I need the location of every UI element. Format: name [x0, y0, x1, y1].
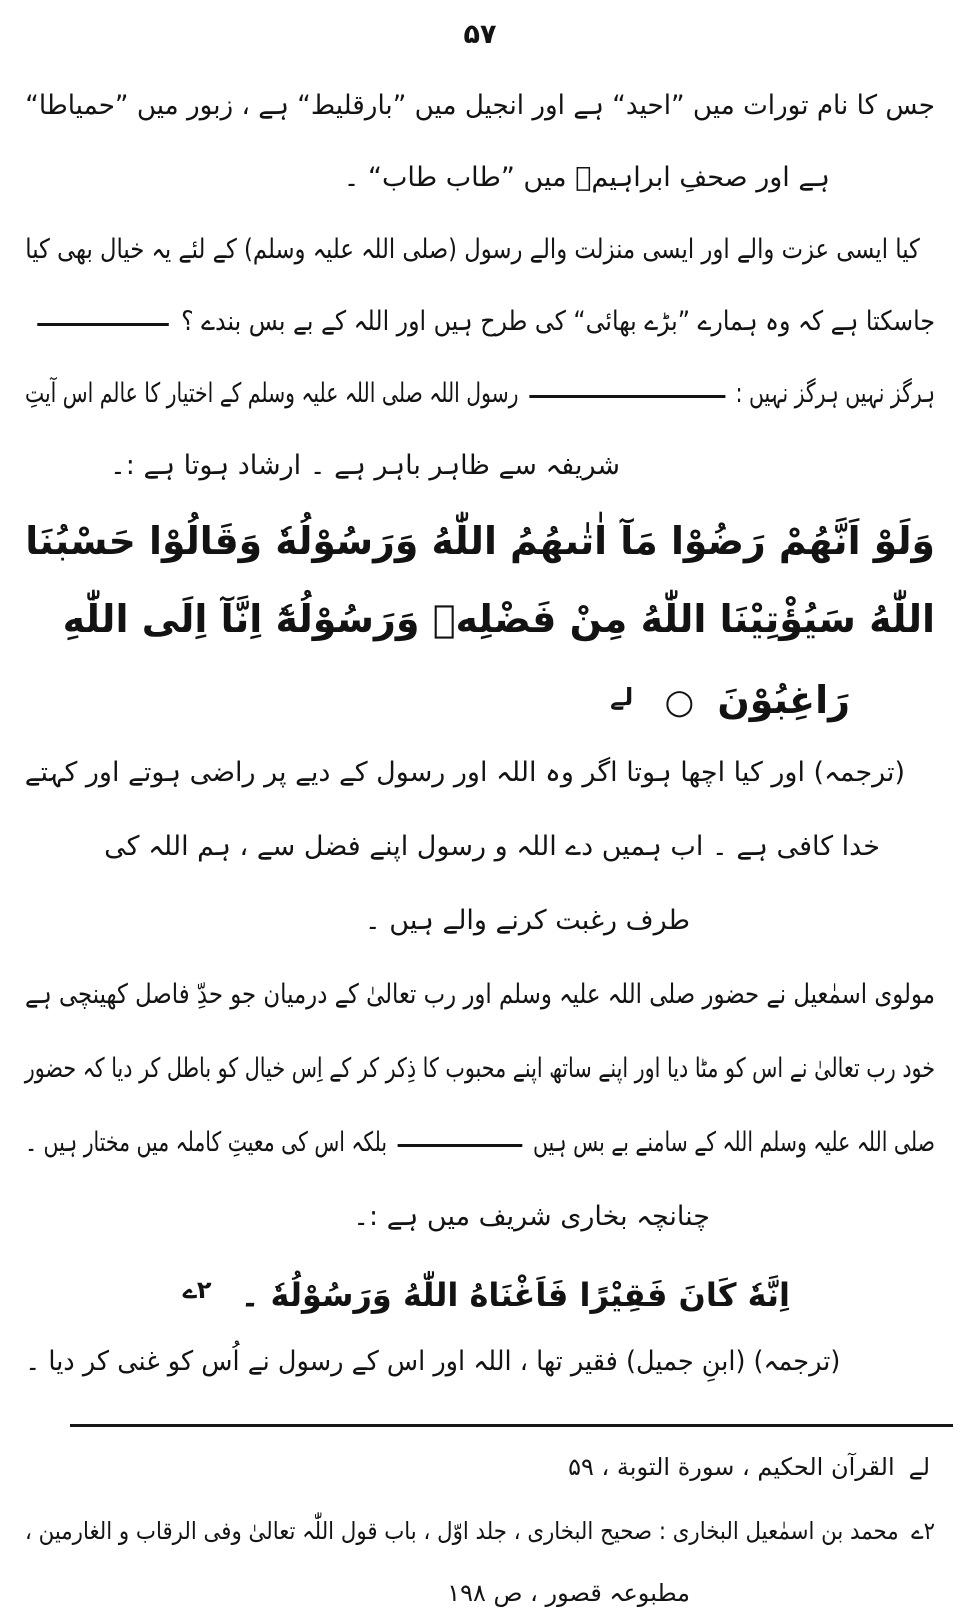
footnote-ref-2: ۲ے: [182, 1276, 212, 1304]
translation2-line1: (ترجمہ) (ابنِ جمیل) فقیر تھا ، اللہ اور اس کے رسول نے اُس کو غنی کر دیا ۔: [25, 1346, 841, 1377]
para2-line1: کیا ایسی عزت والے اور ایسی منزلت والے رسول (صلی اللہ علیہ وسلم) کے لئے یہ خیال بھی کیا: [25, 234, 920, 265]
para2-line4: شریفہ سے ظاہر باہر ہے ۔ ارشاد ہوتا ہے :۔: [109, 450, 620, 481]
footnote-1-text: القرآن الحکیم ، سورة التوبة ، ۵۹: [568, 1453, 895, 1481]
para3-line2: خود رب تعالیٰ نے اس کو مٹا دیا اور اپنے ساتھ اپنے محبوب کا ذِکر کر کے اِس خیال کو باطل کر دیا کہ حضور: [24, 1053, 936, 1084]
footnote-ref-1: لے: [610, 683, 634, 711]
footnote-1: [25, 1435, 935, 1499]
para2-line3-rest: رسول اللہ صلی اللہ علیہ وسلم کے اختیار کا عالم اس آیتِ: [24, 378, 519, 409]
para2-line2: [137, 286, 935, 358]
footnote-2-text: محمد بن اسمٰعیل البخاری : صحیح البخاری ، جلد اوّل ، باب قول اللّٰہ تعالیٰ وفی الرقاب و الغارمین ،: [25, 1517, 899, 1545]
hadith-quote: [25, 1254, 935, 1326]
quran-verse-line1: وَلَوْ اَنَّهُمْ رَضُوْا مَآ اٰتٰىهُمُ اللّٰهُ وَرَسُوْلُهٗ وَقَالُوْا حَسْبُنَا: [25, 519, 936, 563]
footnote-2-marker: ۲ے: [911, 1517, 935, 1545]
blank-dash-rule: [398, 1144, 523, 1147]
para3-line3: [25, 1106, 935, 1180]
footnote-1-marker: لے: [908, 1453, 930, 1481]
quran-verse-line3-text: رَاغِبُوْنَ: [717, 678, 850, 722]
end-of-ayah-icon: ○: [664, 682, 695, 722]
para3-line3-rest: بلکہ اس کی معیتِ کاملہ میں مختار ہیں ۔: [25, 1127, 388, 1158]
para3-line1: مولوی اسمٰعیل نے حضور صلی اللہ علیہ وسلم اور رب تعالیٰ کے درمیان جو حدِّ فاصل کھینچی ہے: [25, 979, 936, 1010]
translation1-line2: خدا کافی ہے ۔ اب ہمیں دے اللہ و رسول اپنے فضل سے ، ہم اللہ کی: [104, 831, 880, 862]
blank-dash-rule: [529, 395, 725, 398]
footnote-2-line2: مطبوعہ قصور ، ص ۱۹۸: [447, 1579, 690, 1607]
quran-verse-line3: [25, 658, 935, 736]
translation1-line1: (ترجمہ) اور کیا اچھا ہوتا اگر وہ اللہ اور رسول کے دیے پر راضی ہوتے اور کہتے: [24, 757, 906, 788]
page-number: ۵۷: [463, 19, 497, 50]
para2-line3: [24, 358, 935, 430]
footnote-rule: [70, 1424, 953, 1427]
para2-line2-text: جاسکتا ہے کہ وہ ہمارے ”بڑے بھائی“ کی طرح ہیں اور اللہ کے بے بس بندے ؟: [181, 306, 936, 337]
para2-line3-lead: ہرگز نہیں ہرگز نہیں :: [735, 378, 935, 409]
footnotes-section: [25, 1435, 935, 1623]
footnote-2-line1: [25, 1499, 935, 1563]
para1-line2: ہے اور صحفِ ابراہیمؑ میں ”طاب طاب“ ۔: [343, 162, 830, 193]
blank-dash-rule: [37, 323, 169, 326]
quran-verse-line2: اللّٰهُ سَيُؤْتِيْنَا اللّٰهُ مِنْ فَضْلِهٖ وَرَسُوْلُهٗٓ اِنَّآ اِلَى اللّٰهِ: [62, 597, 935, 641]
hadith-text: اِنَّهٗ كَانَ فَقِيْرًا فَاَغْنَاهُ اللّٰهُ وَرَسُوْلُهٗ ۔: [240, 1276, 790, 1314]
para3-line4: چنانچہ بخاری شریف میں ہے :۔: [353, 1201, 710, 1232]
translation1-line3: طرف رغبت کرنے والے ہیں ۔: [364, 905, 690, 936]
para1-line1: جس کا نام تورات میں ”احید“ ہے اور انجیل میں ”بارقلیط“ ہے ، زبور میں ”حمیاطا“: [25, 90, 936, 121]
para3-line3-lead: صلی اللہ علیہ وسلم اللہ کے سامنے بے بس ہیں: [532, 1127, 935, 1158]
